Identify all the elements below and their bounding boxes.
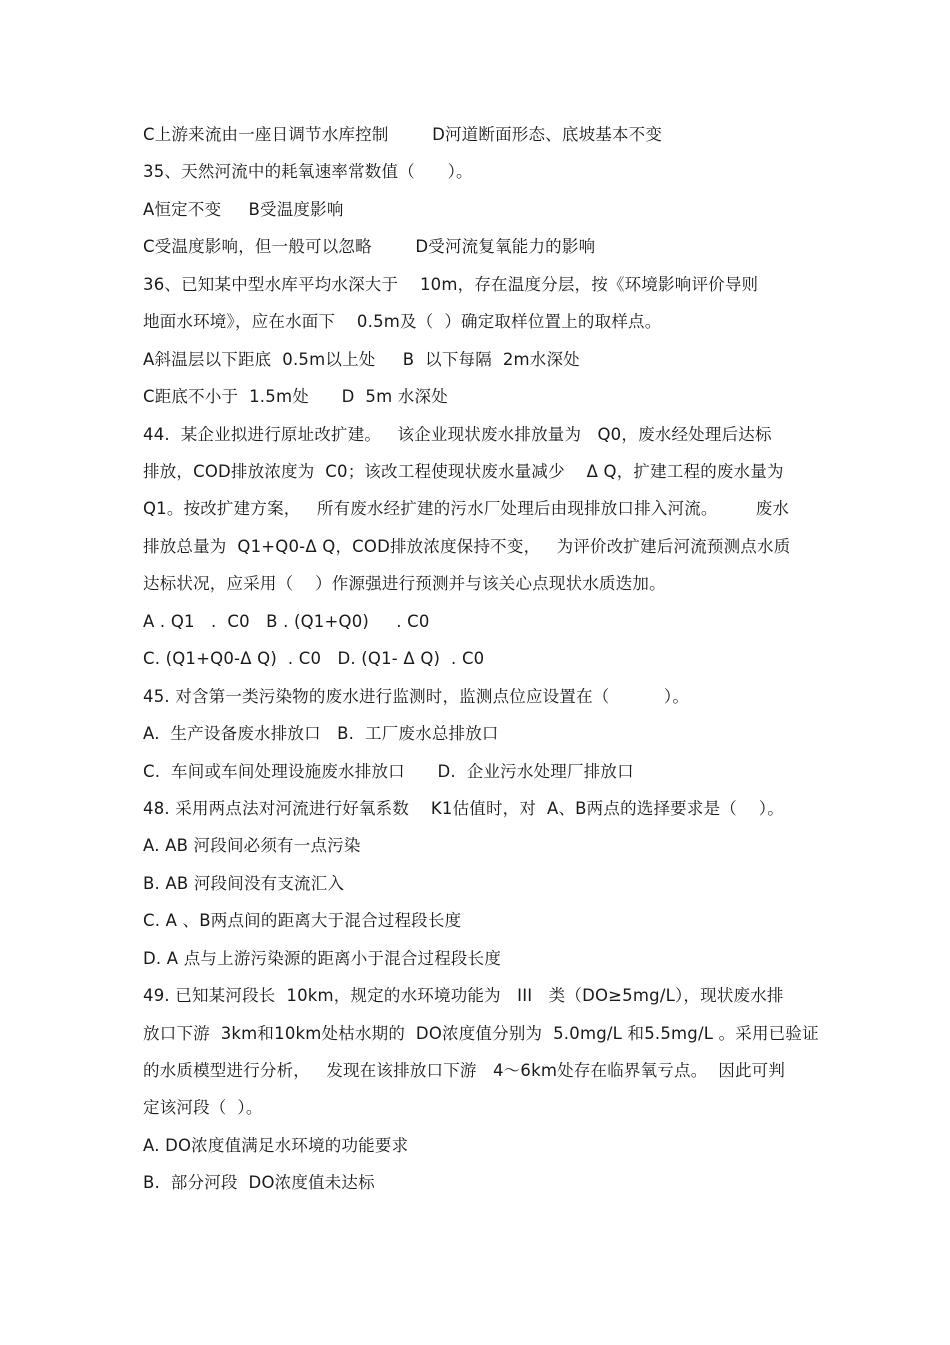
text-line: A . Q1 . C0 B . (Q1+Q0) . C0 bbox=[143, 612, 430, 631]
text-line: C. (Q1+Q0-Δ Q) . C0 D. (Q1- Δ Q) . C0 bbox=[143, 649, 485, 668]
text-line: 36、已知某中型水库平均水深大于 10m，存在温度分层，按《环境影响评价导则 bbox=[143, 275, 759, 294]
text-line: A恒定不变 B受温度影响 bbox=[143, 200, 344, 219]
text-line: C受温度影响，但一般可以忽略 D受河流复氧能力的影响 bbox=[143, 237, 596, 256]
text-line: C. A 、B两点间的距离大于混合过程段长度 bbox=[143, 911, 462, 930]
text-line: 45. 对含第一类污染物的废水进行监测时，监测点位应设置在（ ）。 bbox=[143, 687, 690, 706]
text-line: A斜温层以下距底 0.5m以上处 B 以下每隔 2m水深处 bbox=[143, 350, 580, 369]
text-line: A. 生产设备废水排放口 B. 工厂废水总排放口 bbox=[143, 724, 499, 743]
text-line: 达标状况，应采用（ ）作源强进行预测并与该关心点现状水质迭加。 bbox=[143, 574, 666, 593]
text-line: D. A 点与上游污染源的距离小于混合过程段长度 bbox=[143, 949, 502, 968]
text-line: 35、天然河流中的耗氧速率常数值（ ）。 bbox=[143, 162, 473, 181]
text-line: 定该河段（ ）。 bbox=[143, 1098, 263, 1117]
text-line: 排放总量为 Q1+Q0-Δ Q，COD排放浓度保持不变， 为评价改扩建后河流预测点水质 bbox=[143, 537, 791, 556]
text-line: 49. 已知某河段长 10km，规定的水环境功能为 III 类（DO≥5mg/L），现状废水排 bbox=[143, 986, 784, 1005]
text-line: 的水质模型进行分析， 发现在该排放口下游 4～6km处存在临界氧亏点。 因此可判 bbox=[143, 1061, 786, 1080]
text-line: A. DO浓度值满足水环境的功能要求 bbox=[143, 1136, 409, 1155]
text-line: C上游来流由一座日调节水库控制 D河道断面形态、底坡基本不变 bbox=[143, 125, 663, 144]
text-line: B. 部分河段 DO浓度值未达标 bbox=[143, 1173, 375, 1192]
text-line: Q1。按改扩建方案， 所有废水经扩建的污水厂处理后由现排放口排入河流。 废水 bbox=[143, 499, 790, 518]
text-line: 地面水环境》，应在水面下 0.5m及（ ）确定取样位置上的取样点。 bbox=[143, 312, 662, 331]
text-line: C. 车间或车间处理设施废水排放口 D. 企业污水处理厂排放口 bbox=[143, 762, 634, 781]
text-line: 44. 某企业拟进行原址改扩建。 该企业现状废水排放量为 Q0，废水经处理后达标 bbox=[143, 425, 772, 444]
text-line: 48. 采用两点法对河流进行好氧系数 K1估值时，对 A、B两点的选择要求是（ ）。 bbox=[143, 799, 784, 818]
text-line: 排放，COD排放浓度为 C0；该改工程使现状废水量减少 Δ Q，扩建工程的废水量为 bbox=[143, 462, 784, 481]
text-line: B. AB 河段间没有支流汇入 bbox=[143, 874, 345, 893]
text-line: C距底不小于 1.5m处 D 5m 水深处 bbox=[143, 387, 448, 406]
text-line: 放口下游 3km和10km处枯水期的 DO浓度值分别为 5.0mg/L 和5.5mg/L 。采用已验证 bbox=[143, 1024, 819, 1043]
text-line: A. AB 河段间必须有一点污染 bbox=[143, 836, 361, 855]
